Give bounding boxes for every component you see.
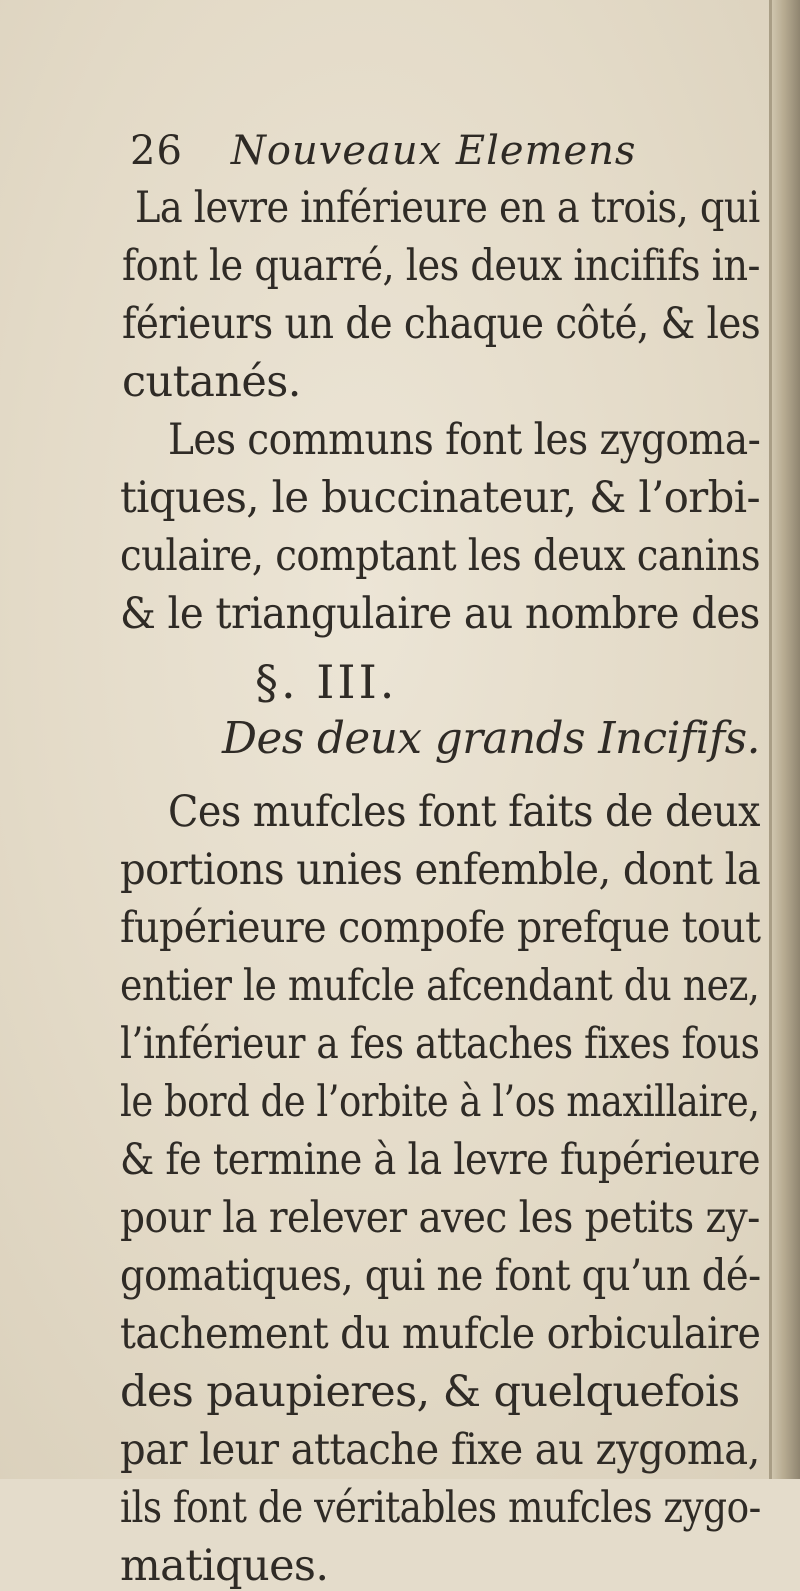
text-line: par leur attache fixe au zygoma, — [120, 1425, 760, 1475]
text-line: matiques. — [120, 1541, 329, 1591]
text-line: La levre inférieure en a trois, qui — [135, 183, 760, 233]
text-line: Ces mufcles font faits de deux — [168, 787, 760, 837]
text-line: font le quarré, les deux incififs in- — [122, 241, 760, 291]
text-line: férieurs un de chaque côté, & les — [122, 299, 761, 349]
text-line: cutanés. — [122, 357, 301, 407]
text-line: des paupieres, & quelquefois — [120, 1367, 740, 1417]
text-line: gomatiques, qui ne font qu’un dé- — [120, 1251, 761, 1301]
text-line: fupérieure compofe prefque tout — [120, 903, 761, 953]
running-title: Nouveaux Elemens — [230, 128, 637, 174]
text-line: portions unies enfemble, dont la — [120, 845, 761, 895]
text-line: pour la relever avec les petits zy- — [120, 1193, 760, 1243]
text-line: l’inférieur a fes attaches fixes fous — [120, 1019, 760, 1069]
text-line: Les communs font les zygoma- — [168, 415, 761, 465]
section-number: §. III. — [255, 655, 398, 709]
text-line: tachement du mufcle orbiculaire — [120, 1309, 761, 1359]
book-spine — [772, 0, 800, 1479]
page-number: 26 — [130, 128, 183, 174]
text-line: entier le mufcle afcendant du nez, — [120, 961, 760, 1011]
section-title: Des deux grands Incififs. — [222, 713, 760, 764]
text-line: & fe termine à la levre fupérieure — [120, 1135, 761, 1185]
text-line: culaire, comptant les deux canins — [120, 531, 761, 581]
text-line: tiques, le buccinateur, & l’orbi- — [120, 473, 761, 523]
text-line: & le triangulaire au nombre des — [120, 589, 760, 639]
running-header — [130, 128, 636, 174]
text-line: ils font de véritables mufcles zygo- — [120, 1483, 761, 1533]
text-line: le bord de l’orbite à l’os maxillaire, — [120, 1077, 760, 1127]
